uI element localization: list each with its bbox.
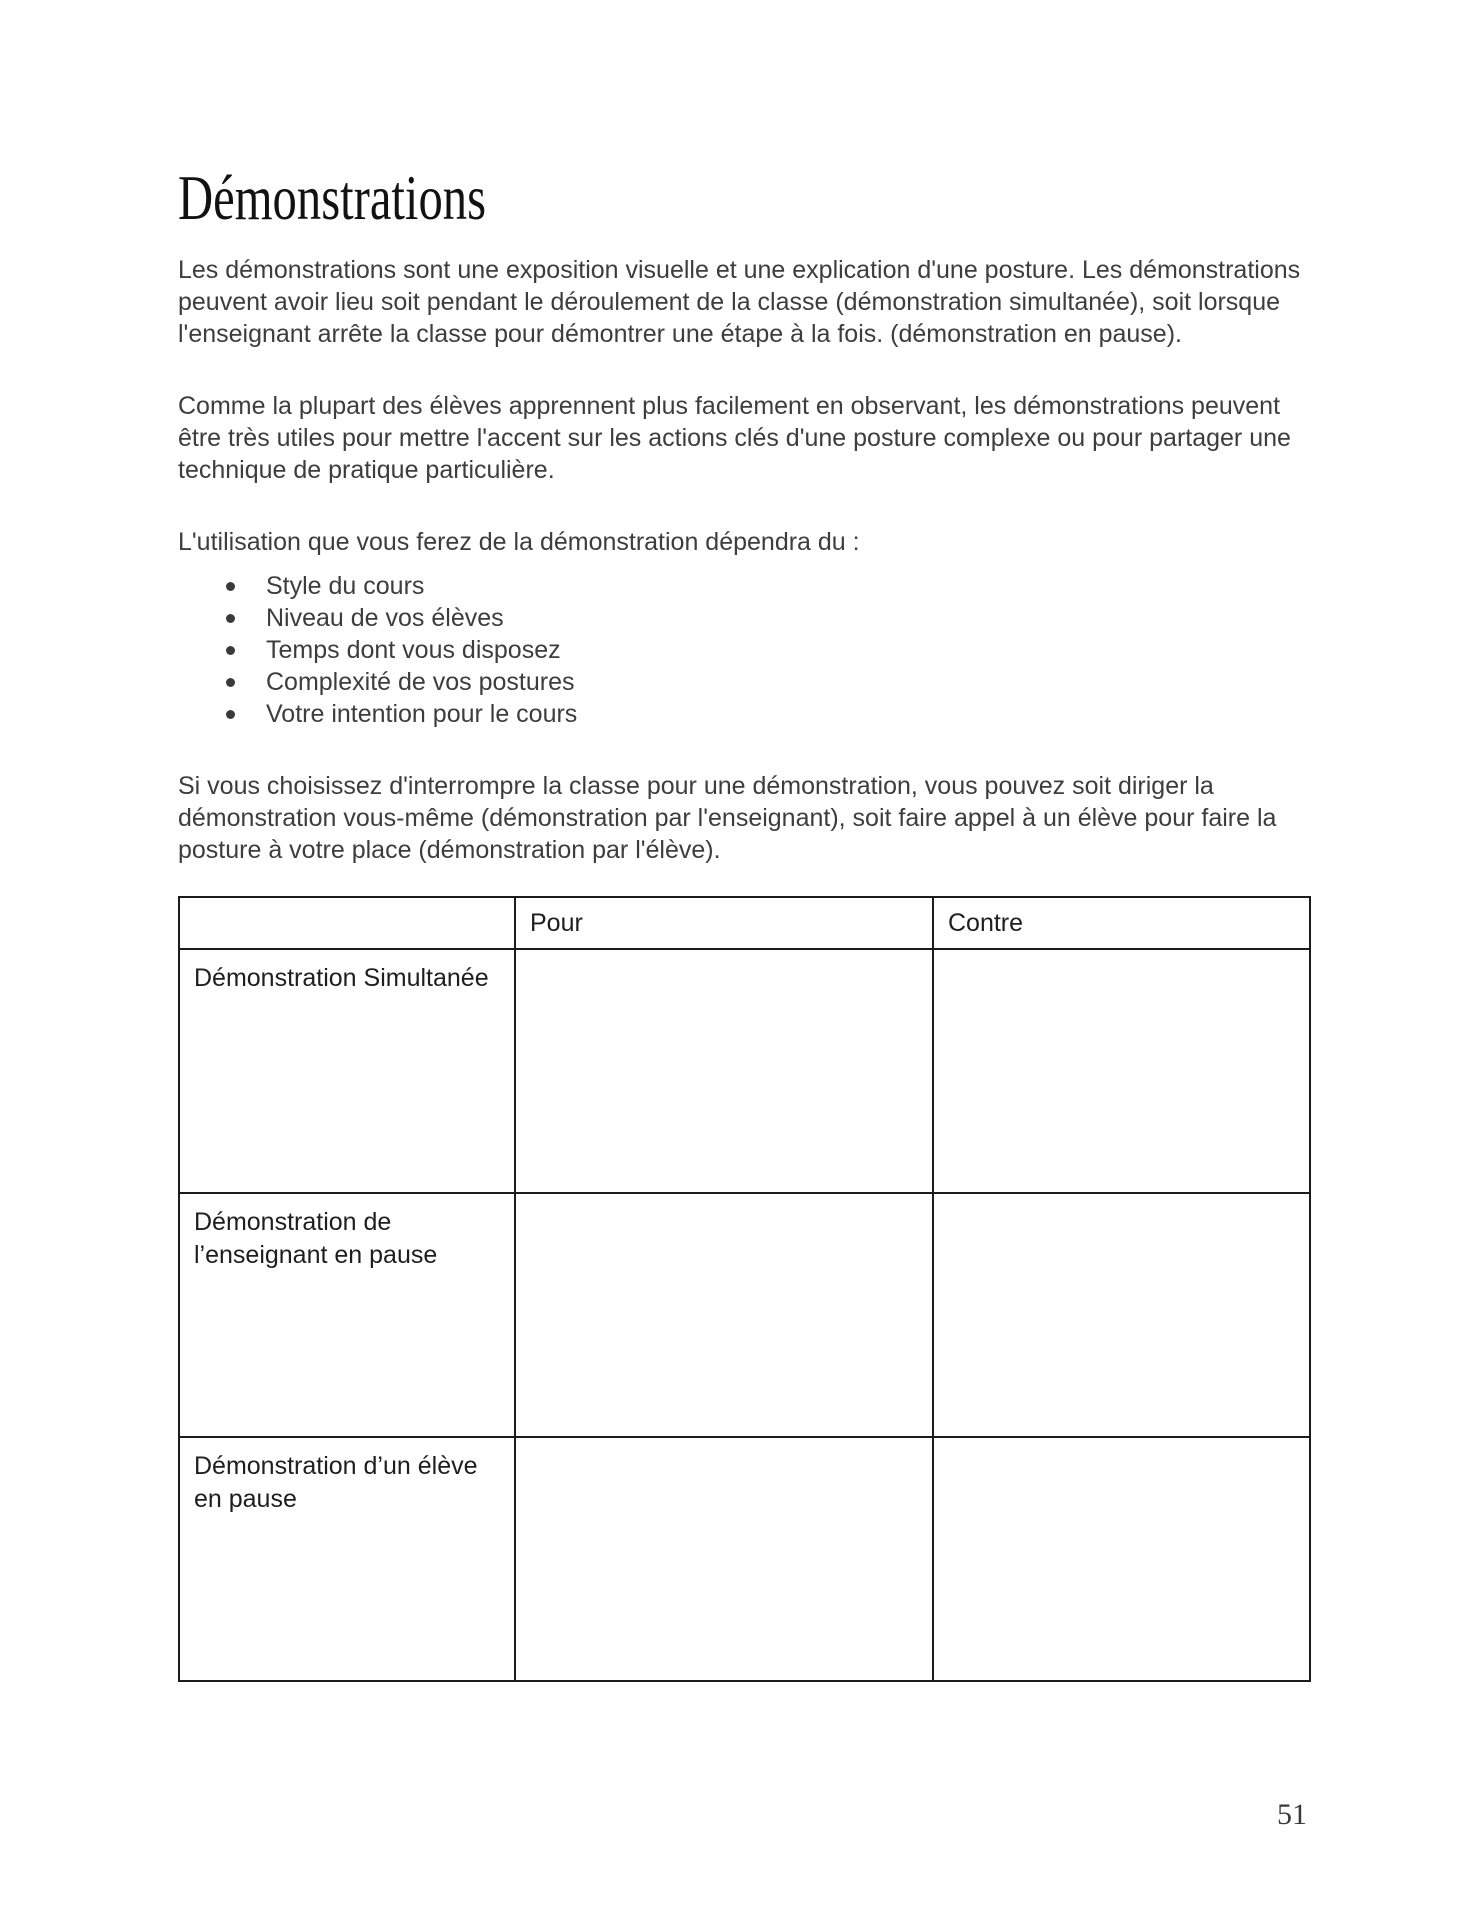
- paragraph-observation: Comme la plupart des élèves apprennent plus facilement en observant, les démonstrations peuvent être très utiles pour mettre l'accent sur les actions clés d'une posture complexe ou pour partager une technique de pratique particulière.: [178, 392, 1291, 484]
- cell-enseignant-contre: [933, 1193, 1310, 1437]
- cell-eleve-contre: [933, 1437, 1310, 1681]
- table-corner-cell: [179, 897, 515, 949]
- page-title: Démonstrations: [178, 162, 487, 233]
- table-header-contre: Contre: [933, 897, 1310, 949]
- page-content: [178, 0, 1309, 1682]
- paragraph-list-intro: L'utilisation que vous ferez de la démonstration dépendra du :: [178, 528, 860, 556]
- list-item-intention: Votre intention pour le cours: [266, 698, 1309, 730]
- page-number: 51: [1277, 1798, 1307, 1831]
- paragraph-intro: Les démonstrations sont une exposition visuelle et une explication d'une posture. Les démonstrations peuvent avoir lieu soit pendant le déroulement de la classe (démonstration simultanée), soit lorsque l'enseignant arrête la classe pour démontrer une étape à la fois. (démonstration en pause).: [178, 256, 1301, 348]
- row-label-simultanee: Démonstration Simultanée: [179, 949, 515, 1193]
- paragraph-interruption: Si vous choisissez d'interrompre la classe pour une démonstration, vous pouvez soit diriger la démonstration vous-même (démonstration par l'enseignant), soit faire appel à un élève pour faire la posture à votre place (démonstration par l'élève).: [178, 772, 1277, 864]
- cell-simultanee-contre: [933, 949, 1310, 1193]
- pour-contre-table: [178, 896, 1311, 1682]
- list-item-temps: Temps dont vous disposez: [266, 634, 1309, 666]
- list-item-complexite: Complexité de vos postures: [266, 666, 1309, 698]
- cell-simultanee-pour: [515, 949, 933, 1193]
- table-header-pour: Pour: [515, 897, 933, 949]
- list-item-style: Style du cours: [266, 570, 1309, 602]
- cell-eleve-pour: [515, 1437, 933, 1681]
- row-label-enseignant-pause: Démonstration de l’enseignant en pause: [179, 1193, 515, 1437]
- table-row-eleve-pause: [179, 1437, 1310, 1681]
- row-label-eleve-pause: Démonstration d’un élève en pause: [179, 1437, 515, 1681]
- list-item-niveau: Niveau de vos élèves: [266, 602, 1309, 634]
- table-row-simultanee: [179, 949, 1310, 1193]
- dependency-list: [178, 570, 1309, 730]
- table-row-enseignant-pause: [179, 1193, 1310, 1437]
- table-header-row: [179, 897, 1310, 949]
- cell-enseignant-pour: [515, 1193, 933, 1437]
